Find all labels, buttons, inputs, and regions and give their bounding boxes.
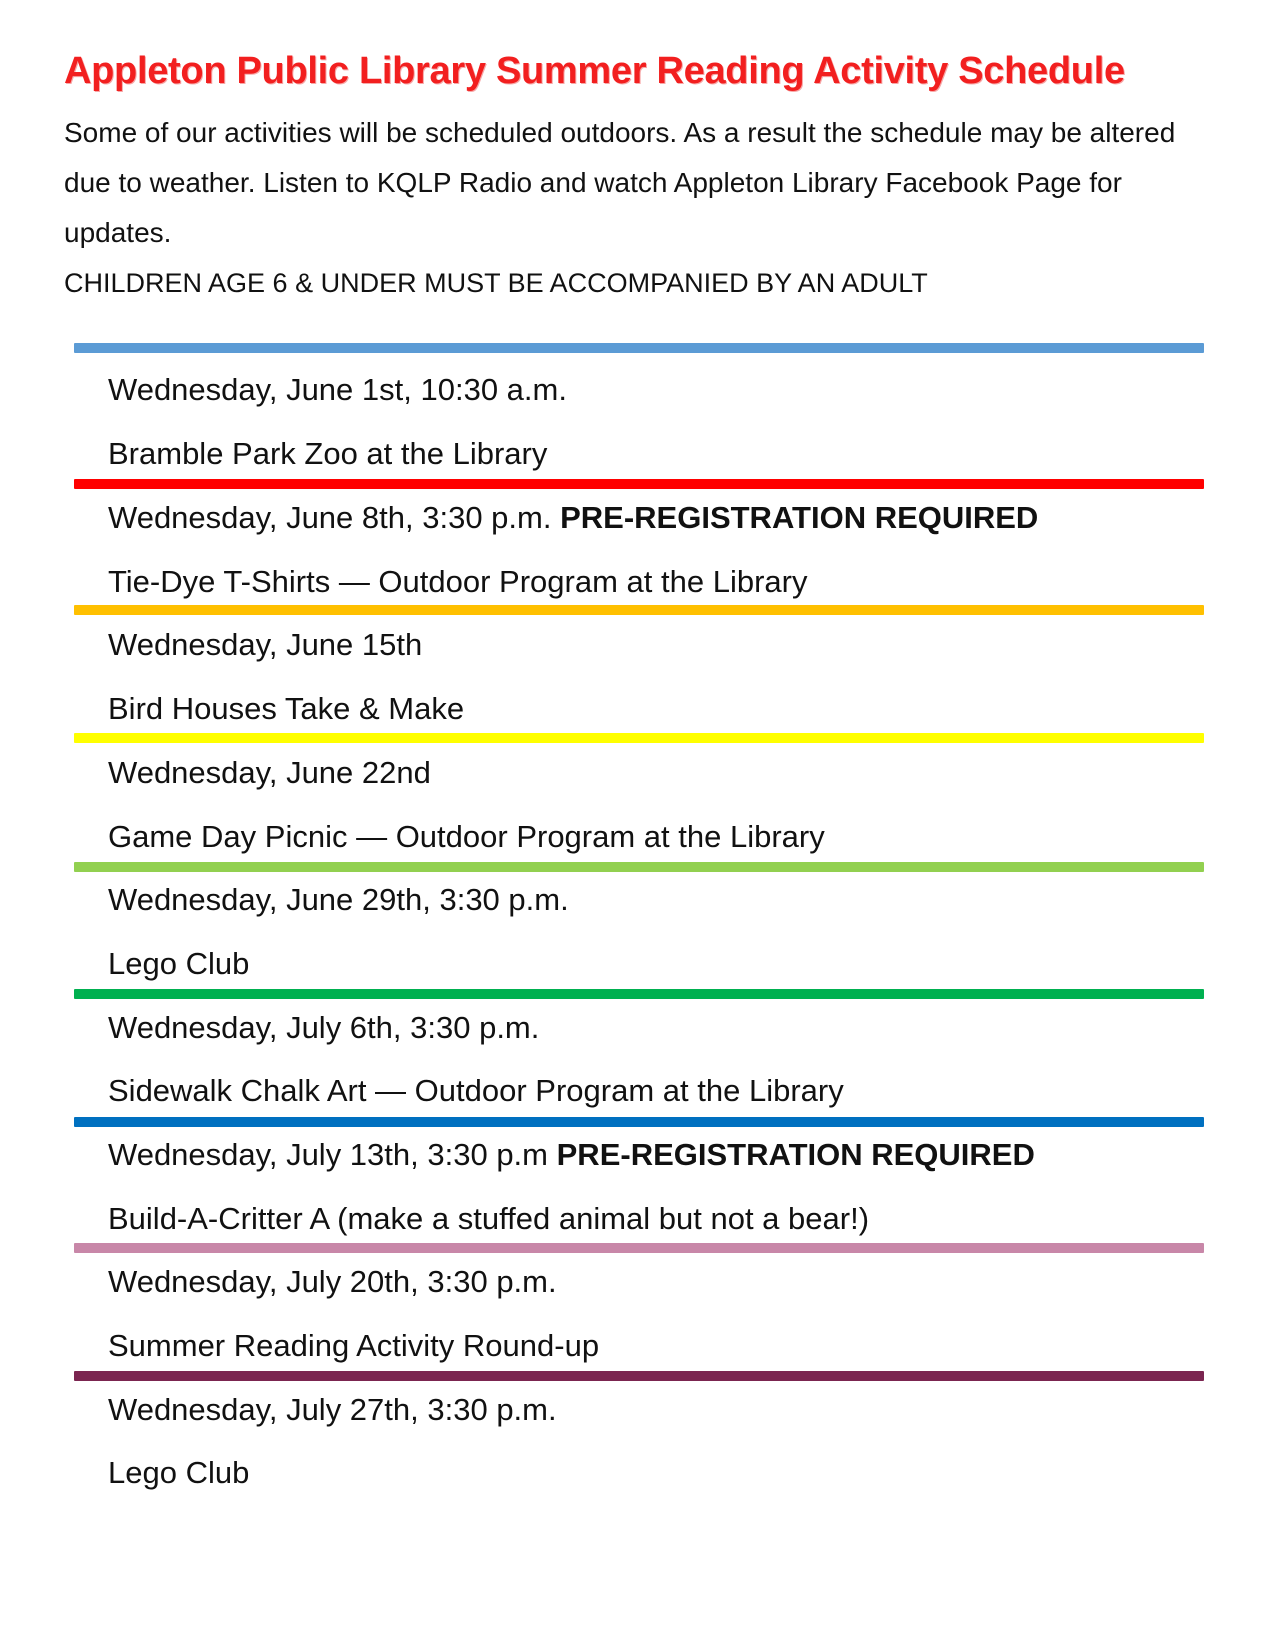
divider-rule-1 <box>74 343 1204 353</box>
divider-rule-5 <box>74 862 1204 872</box>
event-date-text: Wednesday, July 27th, 3:30 p.m. <box>108 1392 557 1427</box>
preregistration-note: PRE-REGISTRATION REQUIRED <box>556 1137 1035 1172</box>
event-date <box>108 1262 557 1302</box>
event-date <box>108 753 431 793</box>
event-date-text: Wednesday, June 22nd <box>108 755 431 790</box>
divider-rule-8 <box>74 1243 1204 1253</box>
divider-rule-2 <box>74 479 1204 489</box>
event-date <box>108 880 569 920</box>
event-activity: Sidewalk Chalk Art — Outdoor Program at the Library <box>108 1073 844 1108</box>
event-activity: Lego Club <box>108 946 250 981</box>
event-activity: Bramble Park Zoo at the Library <box>108 436 548 471</box>
event-activity: Summer Reading Activity Round-up <box>108 1328 600 1363</box>
event-date-text: Wednesday, July 20th, 3:30 p.m. <box>108 1264 557 1299</box>
event-date <box>108 1135 1035 1175</box>
age-notice: CHILDREN AGE 6 & UNDER MUST BE ACCOMPANIED BY AN ADULT <box>64 268 928 298</box>
event-date <box>108 498 1038 538</box>
event-activity: Game Day Picnic — Outdoor Program at the Library <box>108 819 825 854</box>
event-date-text: Wednesday, June 29th, 3:30 p.m. <box>108 882 569 917</box>
event-date-text: Wednesday, July 6th, 3:30 p.m. <box>108 1010 540 1045</box>
event-activity: Bird Houses Take & Make <box>108 691 465 726</box>
event-date-text: Wednesday, July 13th, 3:30 p.m <box>108 1137 548 1172</box>
divider-rule-3 <box>74 605 1204 615</box>
event-date <box>108 1390 557 1430</box>
event-activity: Lego Club <box>108 1455 250 1490</box>
event-date <box>108 370 567 410</box>
intro-text: Some of our activities will be scheduled outdoors. As a result the schedule may be altered due to weather. Listen to KQLP Radio and watch Appleton Library Facebook Page for updates. <box>64 117 1176 248</box>
event-date-text: Wednesday, June 8th, 3:30 p.m. <box>108 500 552 535</box>
event-date-text: Wednesday, June 15th <box>108 627 423 662</box>
divider-rule-9 <box>74 1371 1204 1381</box>
event-activity: Build-A-Critter A (make a stuffed animal but not a bear!) <box>108 1201 870 1236</box>
preregistration-note: PRE-REGISTRATION REQUIRED <box>560 500 1039 535</box>
event-date-text: Wednesday, June 1st, 10:30 a.m. <box>108 372 567 407</box>
divider-rule-7 <box>74 1117 1204 1127</box>
event-date <box>108 1008 539 1048</box>
divider-rule-6 <box>74 989 1204 999</box>
divider-rule-4 <box>74 733 1204 743</box>
page-title: Appleton Public Library Summer Reading Activity Schedule <box>64 50 1125 92</box>
event-date <box>108 625 422 665</box>
event-activity: Tie-Dye T-Shirts — Outdoor Program at the Library <box>108 564 808 599</box>
intro-paragraph <box>64 108 1224 308</box>
